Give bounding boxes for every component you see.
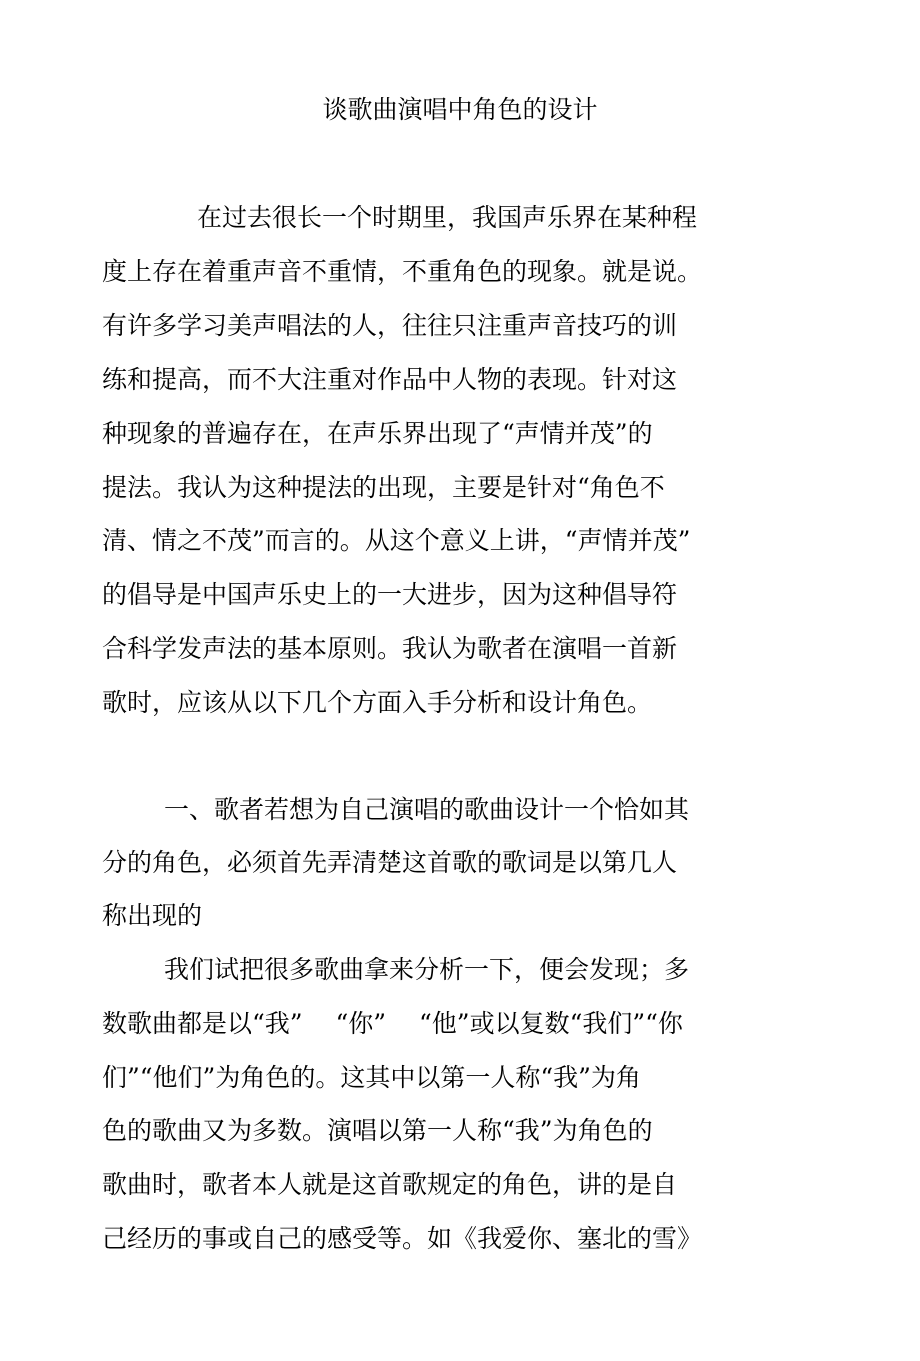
paragraph-1-line: 度上存在着重声音不重情，不重角色的现象。就是说。 bbox=[102, 257, 703, 286]
paragraph-1-line: 在过去很长一个时期里，我国声乐界在某种程 bbox=[197, 203, 698, 232]
paragraph-1-line: 的倡导是中国声乐史上的一大进步，因为这种倡导符 bbox=[102, 580, 678, 609]
document-title: 谈歌曲演唱中角色的设计 bbox=[322, 95, 598, 124]
paragraph-2-line: 数歌曲都是以“我” “你” “他”或以复数“我们”“你 bbox=[102, 1009, 683, 1038]
paragraph-1-line: 清、情之不茂”而言的。从这个意义上讲，“声情并茂” bbox=[102, 526, 691, 555]
section-heading-line: 分的角色，必须首先弄清楚这首歌的歌词是以第几人 bbox=[102, 848, 678, 877]
paragraph-1-line: 有许多学习美声唱法的人，往往只注重声音技巧的训 bbox=[102, 311, 678, 340]
section-heading-line: 称出现的 bbox=[102, 901, 203, 930]
paragraph-2-line: 色的歌曲又为多数。演唱以第一人称“我”为角色的 bbox=[102, 1116, 653, 1145]
paragraph-1-line: 歌时，应该从以下几个方面入手分析和设计角色。 bbox=[102, 688, 653, 717]
section-heading-line: 一、歌者若想为自己演唱的歌曲设计一个恰如其 bbox=[164, 795, 690, 824]
paragraph-2-line: 我们试把很多歌曲拿来分析一下，便会发现；多 bbox=[164, 955, 690, 984]
paragraph-2-line: 歌曲时，歌者本人就是这首歌规定的角色，讲的是自 bbox=[102, 1170, 678, 1199]
paragraph-2-line: 己经历的事或自己的感受等。如《我爱你、塞北的雪》 bbox=[102, 1224, 703, 1253]
paragraph-2-line: 们”“他们”为角色的。这其中以第一人称“我”为角 bbox=[102, 1063, 641, 1092]
paragraph-1-line: 提法。我认为这种提法的出现，主要是针对“角色不 bbox=[102, 473, 665, 502]
paragraph-1-line: 种现象的普遍存在，在声乐界出现了“声情并茂”的 bbox=[102, 419, 653, 448]
paragraph-1-line: 合科学发声法的基本原则。我认为歌者在演唱一首新 bbox=[102, 634, 678, 663]
paragraph-1-line: 练和提高，而不大注重对作品中人物的表现。针对这 bbox=[102, 365, 678, 394]
